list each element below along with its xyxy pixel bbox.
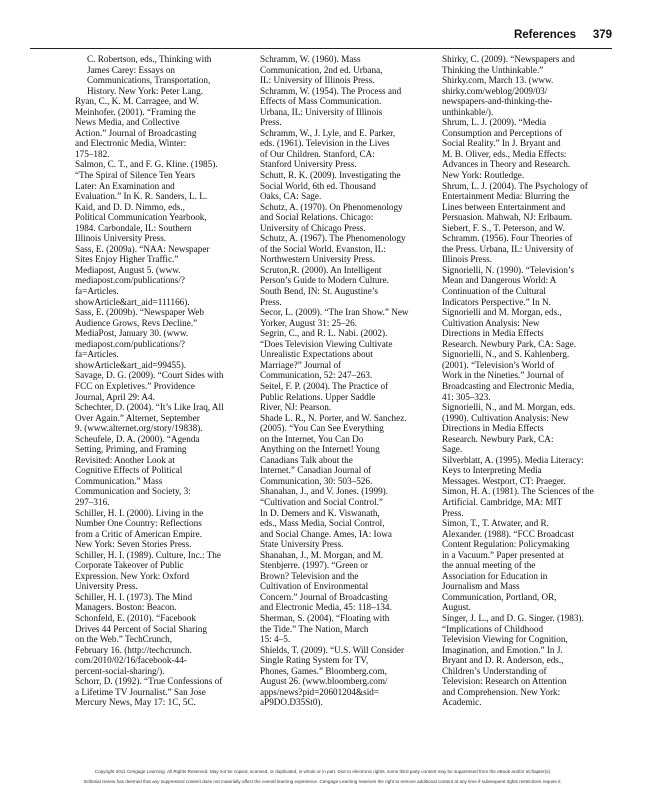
reference-line: Communication, 30: 503–526. [260,475,373,486]
reference-entry [260,486,432,549]
reference-line: 1984. Carbondale, IL: Southern [75,222,192,233]
reference-line: Corporate Takeover of Public [75,560,184,571]
reference-entry [75,244,247,307]
reference-entry [75,592,247,613]
reference-entry [75,370,247,402]
reference-entry [260,128,432,170]
reference-line: Schiller, H. I. (1973). The Mind [75,591,193,602]
reference-line: Action.” Journal of Broadcasting [75,127,197,138]
reference-line: Yorker, August 31: 25–26. [260,317,357,328]
reference-line: Signorielli and M. Morgan, eds., [442,307,562,318]
reference-line: Schonfeld, E. (2010). “Facebook [75,612,196,623]
reference-line: Communications, Transportation, [87,75,211,86]
reference-line: the annual meeting of the [442,560,536,571]
reference-line: the Press. Urbana, IL: University of [442,243,574,254]
reference-line: In D. Demers and K. Viswanath, [260,507,380,518]
reference-line: Shrum, L. J. (2009). “Media [442,117,547,128]
reference-line: showArticle&art_aid=99455). [75,359,187,370]
reference-line: Communication, 2nd ed. Urbana, [260,64,383,75]
reference-line: Setting, Priming, and Framing [75,444,187,455]
reference-line: Persuasion. Mahwah, NJ: Erlbaum. [442,212,573,223]
reference-line: Segrin, C., and R. L. Nabi. (2002). [260,328,388,339]
reference-line: Alexander. (1988). “FCC Broadcast [442,528,574,539]
reference-line: Shanahan, J., M. Morgan, and M. [260,549,384,560]
reference-entry [75,402,247,434]
reference-line: Simon, H. A. (1981). The Sciences of the [442,486,594,497]
reference-line: a Lifetime TV Journalist.” San Jose [75,686,206,697]
reference-line: of Our Children. Stanford, CA: [260,148,375,159]
reference-line: Schutz, A. (1967). The Phenomenology [260,233,406,244]
reference-line: Thinking the Unthinkable.” [442,64,544,75]
reference-line: Communication and Society, 3: [75,486,191,497]
reference-entry [75,676,247,708]
reference-line: Simon, T., T. Atwater, and R. [442,518,549,529]
reference-line: “The Spiral of Silence Ten Years [75,170,196,181]
reference-line: Cultivation of Environmental [260,581,369,592]
reference-line: C. Robertson, eds., Thinking with [87,54,212,64]
reference-line: Public Relations. Upper Saddle [260,391,376,402]
reference-line: Schiller, H. I. (1989). Culture, Inc.: The [75,549,221,560]
reference-line: shirky.com/weblog/2009/03/ [442,85,548,96]
reference-line: Cultivation Analysis: New [442,317,540,328]
reference-line: (2005). “You Can See Everything [260,423,384,434]
copyright-notice: Copyright 2011 Cengage Learning. All Rights Reserved. May not be copied, scanned, or duplicated, in whole or in part. Due to electronic rights, some third party content may be suppressed from the eBook and/or eChapter(s). [94,769,552,774]
reference-line: Illinois Press. [442,254,493,265]
reference-line: Meinhofer. (2001). “Framing the [75,106,196,117]
reference-line: Sherman, S. (2004). “Floating with [260,612,390,623]
reference-line: Signorielli, N., and S. Kahlenberg. [442,349,570,360]
reference-line: aP9DO.D35St0). [260,697,323,708]
reference-line: Salmon, C. T., and F. G. Kline. (1985). [75,159,218,170]
reference-line: James Carey: Essays on [87,64,176,75]
reference-line: eds., Mass Media, Social Control, [260,518,385,529]
reference-line: unthinkable/). [442,106,494,117]
reference-line: M. B. Oliver, eds., Media Effects: [442,148,567,159]
reference-line: Social World, 6th ed. Thousand [260,180,376,191]
reference-entry [260,413,432,487]
reference-line: Phones, Games.” Bloomberg.com, [260,665,387,676]
reference-line: Mean and Dangerous World: A [442,275,557,286]
reference-line: Drives 44 Percent of Social Sharing [75,623,207,634]
reference-line: Imagination, and Emotion.” In J. [442,644,563,655]
reference-line: Silverblatt, A. (1995). Media Literacy: [442,454,584,465]
reference-line: Keys to Interpreting Media [442,465,542,476]
reference-line: Concern.” Journal of Broadcasting [260,591,388,602]
reference-line: Television: Research on Attention [442,676,567,687]
reference-line: “Implications of Childhood [442,623,544,634]
reference-line: Effects of Mass Communication. [260,96,382,107]
reference-line: Schramm, W. (1960). Mass [260,54,361,64]
reference-line: Unrealistic Expectations about [260,349,373,360]
reference-entry [260,307,432,328]
reference-line: on the Internet, You Can Do [260,433,364,444]
reference-line: Artificial. Cambridge, MA: MIT [442,496,563,507]
reference-line: fa=Articles. [75,286,119,297]
reference-line: University of Chicago Press. [260,222,366,233]
reference-line: 297–316. [75,496,110,507]
reference-line: of the Social World. Evanston, IL: [260,243,386,254]
reference-entry [442,54,615,117]
reference-line: Directions in Media Effects [442,423,544,434]
reference-line: Stanford University Press. [260,159,357,170]
reference-line: Evaluation.” In K. R. Sanders, L. L. [75,191,208,202]
reference-entry [260,265,432,307]
reference-line: Savage, D. G. (2009). “Court Sides with [75,370,224,381]
reference-line: eds. (1961). Television in the Lives [260,138,390,149]
reference-line: Illinois University Press. [75,233,167,244]
reference-line: Kaid, and D. D. Nimmo, eds., [75,201,185,212]
reference-line: Singer, J. L., and D. G. Singer. (1983). [442,612,584,623]
reference-line: mediapost.com/publications/? [75,338,185,349]
reference-line: Later: An Examination and [75,180,175,191]
reference-line: February 16. (http://techcrunch. [75,644,192,655]
reference-line: Brown? Television and the [260,570,359,581]
reference-line: Entertainment Media: Blurring the [442,191,570,202]
reference-line: MediaPost, January 30. (www. [75,328,189,339]
reference-line: Signorielli, N., and M. Morgan, eds. [442,402,576,413]
reference-entry [75,54,247,96]
reference-entry [75,96,247,159]
editorial-notice: Editorial review has deemed that any suppressed content does not materially affect the overall learning experience. Cengage Learning reserves the right to remove additional content at any time if subsequent rights restrictions require it. [84,779,562,784]
reference-line: Television Viewing for Cognition, [442,634,568,645]
reference-line: Social Reality.” In J. Bryant and [442,138,561,149]
reference-line: Schramm, W., J. Lyle, and E. Parker, [260,127,396,138]
reference-line: Schramm, W. (1954). The Process and [260,85,402,96]
reference-line: Consumption and Perceptions of [442,127,563,138]
reference-entry [260,54,432,86]
reference-line: Secor, L. (2009). “The Iran Show.” New [260,307,409,318]
reference-line: and Social Change. Ames, IA: Iowa [260,528,392,539]
reference-entry [75,613,247,676]
reference-entry [260,86,432,128]
reference-line: Broadcasting and Electronic Media, [442,380,575,391]
reference-line: Seitel, F. P. (2004). The Practice of [260,380,389,391]
reference-entry [75,550,247,592]
reference-line: Ryan, C., K. M. Carragee, and W. [75,96,199,107]
reference-line: “Cultivation and Social Control.” [260,496,383,507]
reference-line: Communication.” Mass [75,475,163,486]
reference-line: “Does Television Viewing Cultivate [260,338,393,349]
reference-line: New York: Seven Stories Press. [75,539,192,550]
reference-line: Number One Country: Reflections [75,518,202,529]
reference-line: Urbana, IL: University of Illinois [260,106,383,117]
reference-line: Communication, 52: 247–263. [260,370,373,381]
reference-entry [442,518,615,613]
reference-line: New York: Routledge. [442,170,525,181]
reference-line: Schorr, D. (1992). “True Confessions of [75,676,223,687]
reference-line: 41: 305–323. [442,391,491,402]
reference-line: News Media, and Collective [75,117,180,128]
reference-line: Schutt, R. K. (2009). Investigating the [260,170,401,181]
reference-entry [75,159,247,243]
reference-line: showArticle&art_aid=111166). [75,296,190,307]
reference-entry [260,233,432,265]
reference-entry [442,402,615,455]
reference-line: on the Web.” TechCrunch, [75,634,173,645]
reference-line: Advances in Theory and Research. [442,159,571,170]
reference-entry [260,613,432,645]
reference-entry [260,645,432,708]
reference-line: Sites Enjoy Higher Traffic.” [75,254,179,265]
reference-line: 15: 4–5. [260,634,291,645]
reference-line: Shirky.com, March 13. (www. [442,75,554,86]
reference-line: (2001). “Television’s World of [442,359,555,370]
reference-line: Scruton,R. (2000). An Intelligent [260,264,382,275]
reference-entry [442,349,615,402]
reference-line: newspapers-and-thinking-the- [442,96,553,107]
reference-line: History. New York: Peter Lang. [87,85,204,96]
reference-line: Oaks, CA: Sage. [260,191,322,202]
reference-entry [260,170,432,202]
reference-line: Stenbjerre. (1997). “Green or [260,560,368,571]
reference-line: Cognitive Effects of Political [75,465,183,476]
reference-entry [260,381,432,413]
reference-line: Work in the Nineties.” Journal of [442,370,564,381]
reference-line: Lines between Entertainment and [442,201,566,212]
reference-line: fa=Articles. [75,349,119,360]
reference-line: Schiller, H. I. (2000). Living in the [75,507,204,518]
reference-line: Anything on the Internet! Young [260,444,380,455]
reference-entry [260,202,432,234]
reference-line: Academic. [442,697,482,708]
reference-line: Press. [442,507,464,518]
reference-line: Communication, Portland, OR, [442,591,557,602]
reference-line: Press. [260,296,282,307]
reference-line: Shanahan, J., and V. Jones. (1999). [260,486,389,497]
reference-line: Scheufele, D. A. (2000). “Agenda [75,433,200,444]
reference-line: and Electronic Media, Winter: [75,138,187,149]
reference-line: Shirky, C. (2009). “Newspapers and [442,54,575,64]
reference-entry [442,223,615,265]
reference-line: Internet.” Canadian Journal of [260,465,372,476]
reference-line: Canadians Talk about the [260,454,353,465]
reference-line: mediapost.com/publications/? [75,275,185,286]
reference-line: University Press. [75,581,138,592]
reference-line: in a Vacuum.” Paper presented at [442,549,564,560]
reference-line: Sass, E. (2009a). “NAA: Newspaper [75,243,210,254]
reference-entry [442,486,615,518]
running-head-title: References [513,29,576,41]
reference-line: Association for Education in [442,570,548,581]
reference-line: Mediapost, August 5. (www. [75,264,181,275]
reference-line: Northwestern University Press. [260,254,376,265]
reference-line: Journalism and Mass [442,581,520,592]
reference-line: IL: University of Illinois Press. [260,75,375,86]
reference-line: Audience Grows, Revs Decline.” [75,317,198,328]
reference-line: and Comprehension. New York: [442,686,561,697]
reference-line: apps/news?pid=20601204&sid= [260,686,380,697]
reference-line: Mercury News, May 17: 1C, 5C. [75,697,196,708]
reference-line: Continuation of the Cultural [442,286,546,297]
reference-line: Revisited: Another Look at [75,454,175,465]
reference-line: Political Communication Yearbook, [75,212,207,223]
reference-line: Journal, April 29: A4. [75,391,155,402]
reference-column-1 [75,54,247,708]
reference-entry [442,613,615,708]
reference-entry [75,508,247,550]
reference-line: August. [442,602,471,613]
reference-line: percent-social-sharing/). [75,665,165,676]
reference-line: 175–182. [75,148,110,159]
reference-line: Bryant and D. R. Anderson, eds., [442,655,564,666]
reference-line: Research. Newbury Park, CA: Sage. [442,338,576,349]
page-header [30,26,612,49]
reference-entry [442,181,615,223]
reference-line: Shields, T. (2009). “U.S. Will Consider [260,644,405,655]
reference-line: from a Critic of American Empire. [75,528,203,539]
reference-entry [442,117,615,180]
reference-entry [442,265,615,349]
reference-line: Directions in Media Effects [442,328,544,339]
reference-line: Managers. Boston: Beacon. [75,602,177,613]
reference-line: Sage. [442,444,463,455]
reference-line: Sass, E. (2009b). “Newspaper Web [75,307,204,318]
reference-entry [75,307,247,370]
reference-entry [442,455,615,487]
reference-line: Schechter, D. (2004). “It’s Like Iraq, All [75,402,224,413]
reference-line: State University Press. [260,539,344,550]
reference-line: August 26. (www.bloomberg.com/ [260,676,388,687]
reference-line: Over Again.” Alternet, September [75,412,200,423]
reference-line: the Tide.” The Nation, March [260,623,369,634]
reference-line: River, NJ: Pearson. [260,402,332,413]
reference-column-2 [260,54,432,708]
reference-line: Shade L. R., N. Porter, and W. Sanchez. [260,412,407,423]
reference-line: and Social Relations. Chicago: [260,212,374,223]
page-number: 379 [592,29,612,41]
reference-column-3 [442,54,615,708]
reference-entry [75,434,247,508]
reference-entry [260,328,432,381]
reference-line: Marriage?” Journal of [260,359,342,370]
reference-line: Shrum, L. J. (2004). The Psychology of [442,180,588,191]
reference-line: South Bend, IN: St. Augustine’s [260,286,378,297]
reference-line: Messages. Westport, CT: Praeger. [442,475,566,486]
reference-line: Schutz, A. (1970). On Phenomenology [260,201,403,212]
reference-line: Press. [260,117,282,128]
reference-line: Signorielli, N. (1990). “Television’s [442,264,575,275]
references-columns [75,54,615,754]
reference-line: Siebert, F. S., T. Peterson, and W. [442,222,565,233]
reference-line: Expression. New York: Oxford [75,570,190,581]
reference-line: Schramm. (1956). Four Theories of [442,233,573,244]
reference-line: Single Rating System for TV, [260,655,369,666]
reference-line: com/2010/02/16/facebook-44- [75,655,187,666]
reference-line: and Electronic Media, 45: 118–134. [260,602,392,613]
reference-line: Indicators Perspective.” In N. [442,296,551,307]
reference-line: FCC on Expletives.” Providence [75,380,195,391]
reference-entry [260,550,432,613]
reference-line: (1990). Cultivation Analysis: New [442,412,569,423]
reference-line: 9. (www.alternet.org/story/19838). [75,423,203,434]
reference-line: Person’s Guide to Modern Culture. [260,275,389,286]
reference-line: Content Regulation: Policymaking [442,539,570,550]
reference-line: Children’s Understanding of [442,665,547,676]
reference-line: Research. Newbury Park, CA: [442,433,554,444]
